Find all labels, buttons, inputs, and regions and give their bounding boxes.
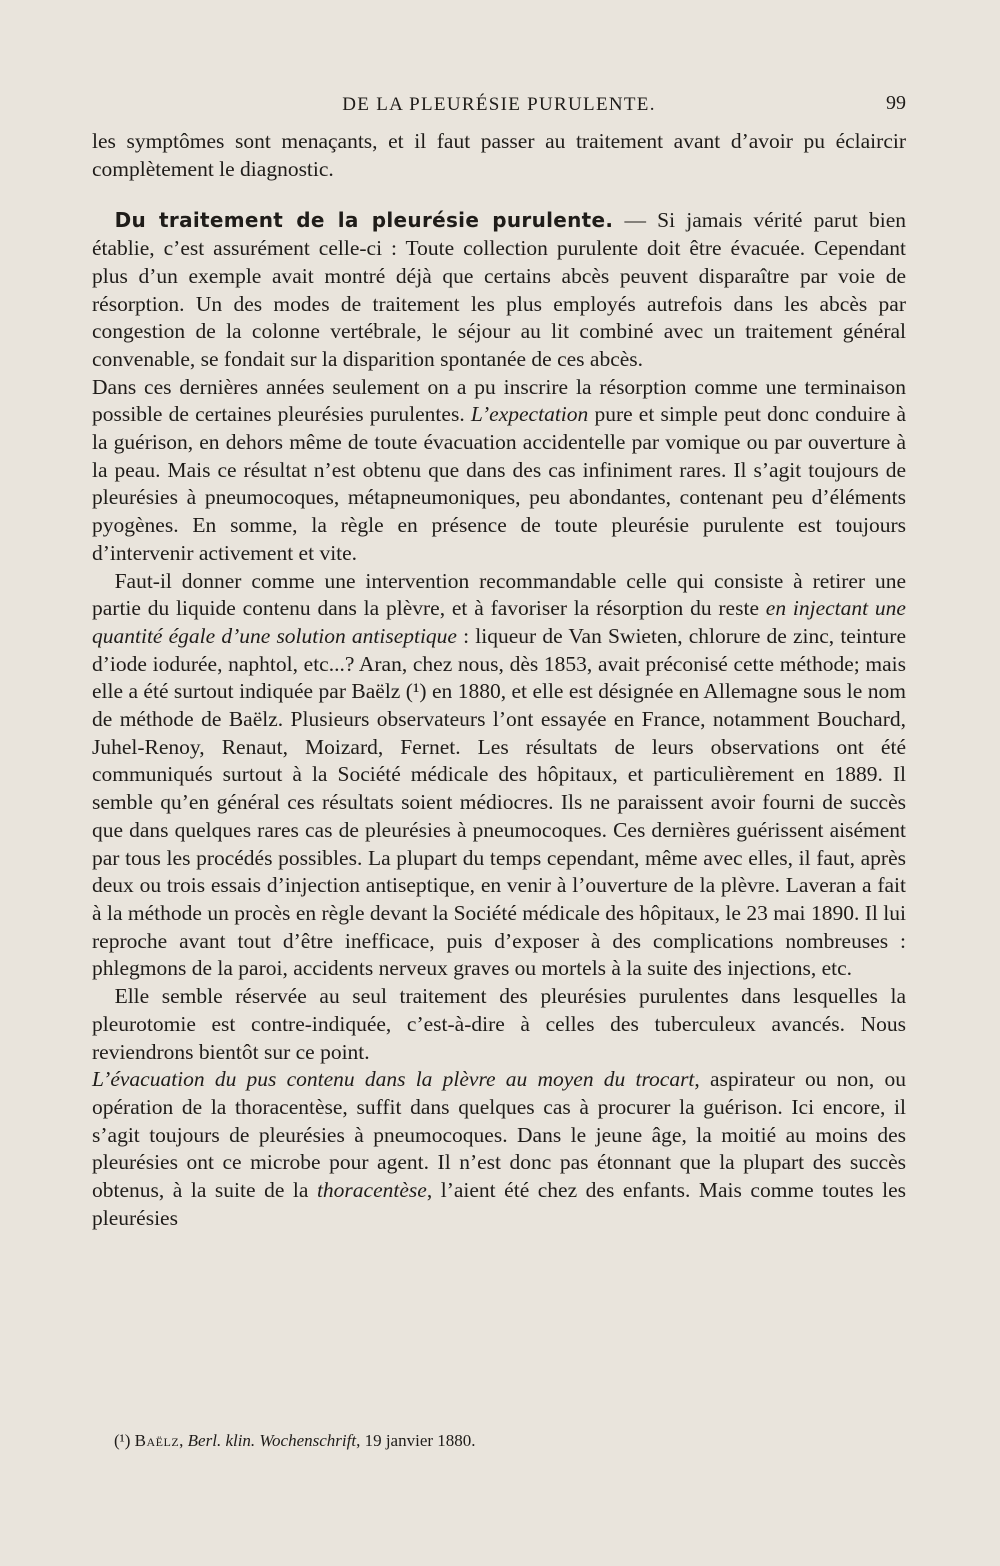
paragraph-thoracentesis: L’évacuation du pus contenu dans la plèvre au moyen du trocart, aspirateur ou non, ou opération de la thoracentèse, suffit dans quelques cas à procurer la guérison. Ici encore, il s’agit toujours de pleurésies à pneumocoques. Dans le jeune âge, la moitié au moins des pleurésies ont ce microbe pour agent. Il n’est donc pas étonnant que la plupart des succès obtenus, à la suite de la thoracentèse, l’aient été chez des enfants. Mais comme toutes les pleurésies — [92, 1067, 907, 1230]
footnote-reference: (¹) — [405, 679, 427, 704]
paragraph-section-start: Du traitement de la pleurésie purulente. — Si jamais vérité parut bien établie, c’est assurément celle-ci : Toute collection purulente doit être évacuée. Cependant plus d’un exemple avait montré déjà que certains abcès peuvent disparaître par voie de résorption. Un des modes de traitement les plus employés autrefois dans les abcès par congestion de la colonne vertébrale, le séjour au lit combiné avec un traitement général convenable, se fondait sur la disparition spontanée de ces abcès. — [92, 208, 906, 371]
footnote-author: Baëlz — [134, 1431, 180, 1450]
running-title: DE LA PLEURÉSIE PURULENTE. — [342, 94, 656, 115]
paragraph-reserve: Elle semble réservée au seul traitement des pleurésies purulentes dans lesquelles la pleurotomie est contre-indiquée, c’est-à-dire à celles des tuberculeux avancés. Nous reviendrons bientôt sur ce point. — [92, 984, 906, 1064]
section-heading: Du traitement de la pleurésie purulente. — [114, 208, 614, 233]
page-number: 99 — [886, 92, 906, 114]
page-header — [92, 92, 906, 122]
footnote-journal: Berl. klin. Wochenschrift — [187, 1431, 357, 1450]
paragraph-expectation: Dans ces dernières années seulement on a pu inscrire la résorption comme une terminaison possible de certaines pleurésies purulentes. L’expectation pure et simple peut donc conduire à la guérison, en dehors même de toute évacuation accidentelle par vomique ou par ouverture à la peau. Mais ce résultat n’est obtenu que dans des cas infiniment rares. Il s’agit toujours de pleurésies à pneumocoques, métapneumoniques, peu abondantes, contenant peu d’éléments pyogènes. En somme, la règle en présence de toute pleurésie purulente est toujours d’intervenir activement et vite. — [92, 374, 906, 565]
footnote: (¹) Baëlz, Berl. klin. Wochenschrift, 19 janvier 1880. — [114, 1431, 476, 1450]
paragraph-injection: Faut-il donner comme une intervention recommandable celle qui consiste à retirer une partie du liquide contenu dans la plèvre, et à favoriser la résorption du reste en injectant une quantité égale d’une solution antiseptique : liqueur de Van Swieten, chlorure de zinc, teinture d’iode iodurée, naphtol, etc...? Aran, chez nous, dès 1853, avait préconisé cette méthode; mais elle a été surtout indiquée par Baëlz (¹) en 1880, et elle est désignée en Allemagne sous le nom de méthode de Baëlz. Plusieurs observateurs l’ont essayée en France, notamment Bouchard, Juhel-Renoy, Renaut, Moizard, Fernet. Les résultats de leurs observations ont été communiqués surtout à la Société médicale des hôpitaux, et particulièrement en 1889. Il semble qu’en général ces résultats soient médiocres. Ils ne paraissent avoir fourni de succès que dans quelques rares cas de pleurésies à pneumocoques. Ces dernières guérissent aisément par tous les procédés possibles. La plupart du temps cependant, même avec elles, il faut, après deux ou trois essais d’injection antiseptique, en venir à l’ouverture de la plèvre. Laveran a fait à la méthode un procès en règle devant la Société médicale des hôpitaux, le 23 mai 1890. Il lui reproche avant tout d’être inefficace, puis d’exposer à des complications nombreuses : phlegmons de la paroi, accidents nerveux graves ou mortels à la suite des injections, etc. — [92, 568, 907, 981]
body-text — [92, 128, 906, 1232]
paragraph-continuation: les symptômes sont menaçants, et il faut passer au traitement avant d’avoir pu éclaircir complètement le diagnostic. — [92, 129, 906, 181]
